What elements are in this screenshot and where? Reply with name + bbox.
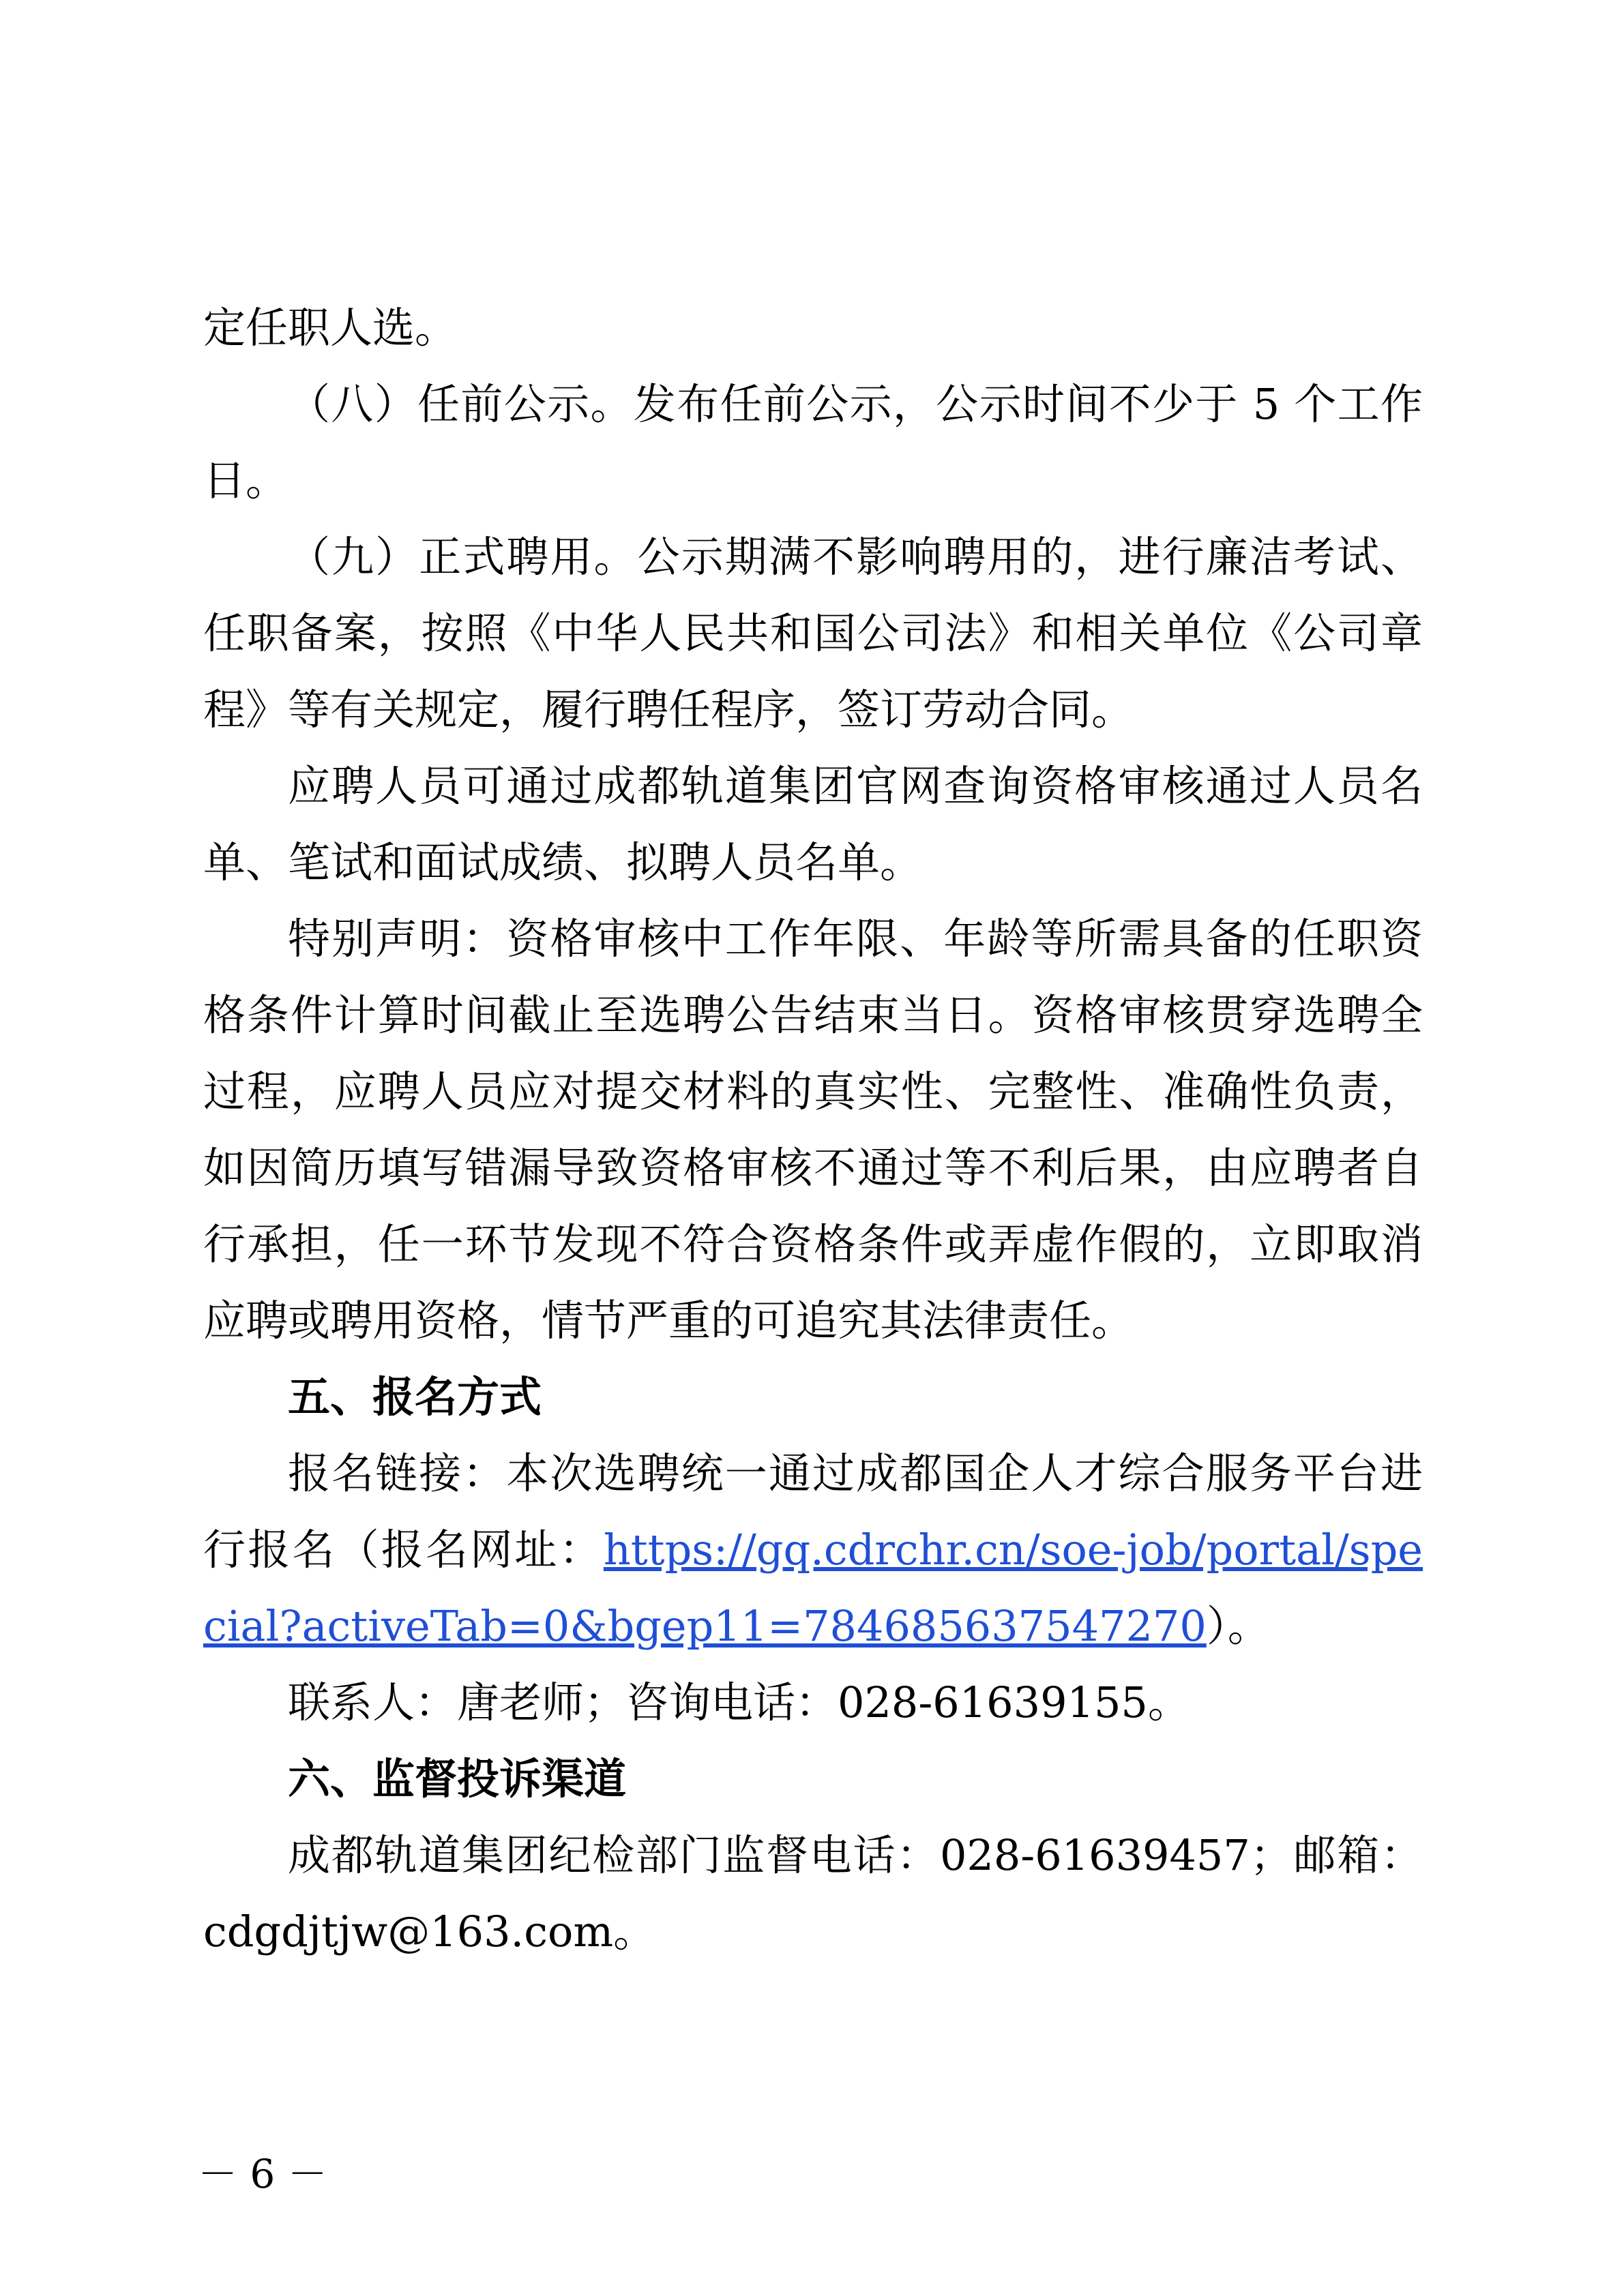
section-heading-supervision: 六、监督投诉渠道 — [288, 1754, 627, 1804]
paragraph-registration-link — [203, 1435, 1423, 1665]
paragraph-special-statement: 特别声明：资格审核中工作年限、年龄等所需具备的任职资格条件计算时间截止至选聘公告结束当日。资格审核贯穿选聘全过程，应聘人员应对提交材料的真实性、完整性、准确性负责，如因简历填写错漏导致资格审核不通过等不利后果，由应聘者自行承担，任一环节发现不符合资格条件或弄虚作假的，立即取消应聘或聘用资格，情节严重的可追究其法律责任。 — [203, 914, 1423, 1345]
paragraph-result-query: 应聘人员可通过成都轨道集团官网查询资格审核通过人员名单、笔试和面试成绩、拟聘人员名单。 — [203, 761, 1423, 887]
paragraph-supervision: 成都轨道集团纪检部门监督电话：028-61639457；邮箱：cdgdjtjw@163.com。 — [203, 1830, 1423, 1956]
page-number: － 6 － — [198, 2151, 327, 2197]
paragraph-contact: 联系人：唐老师；咨询电话：028-61639155。 — [288, 1678, 1190, 1727]
document-body — [203, 290, 1423, 1970]
paragraph-pre-appointment-notice: （八）任前公示。发布任前公示，公示时间不少于 5 个工作日。 — [203, 379, 1423, 505]
paragraph-formal-employment: （九）正式聘用。公示期满不影响聘用的，进行廉洁考试、任职备案，按照《中华人民共和国公司法》和相关单位《公司章程》等有关规定，履行聘任程序，签订劳动合同。 — [203, 532, 1423, 734]
paragraph-continuation: 定任职人选。 — [203, 303, 458, 353]
registration-link-suffix: ）。 — [1206, 1601, 1270, 1651]
registration-url-link[interactable]: https://gq.cdrchr.cn/soe-job/portal/special?activeTab=0&bgep11=784685637547270 — [203, 1525, 1423, 1651]
section-heading-registration: 五、报名方式 — [288, 1372, 542, 1422]
registration-link-prefix: 报名链接：本次选聘统一通过成都国企人才综合服务平台进行报名（报名网址： — [203, 1448, 1423, 1575]
